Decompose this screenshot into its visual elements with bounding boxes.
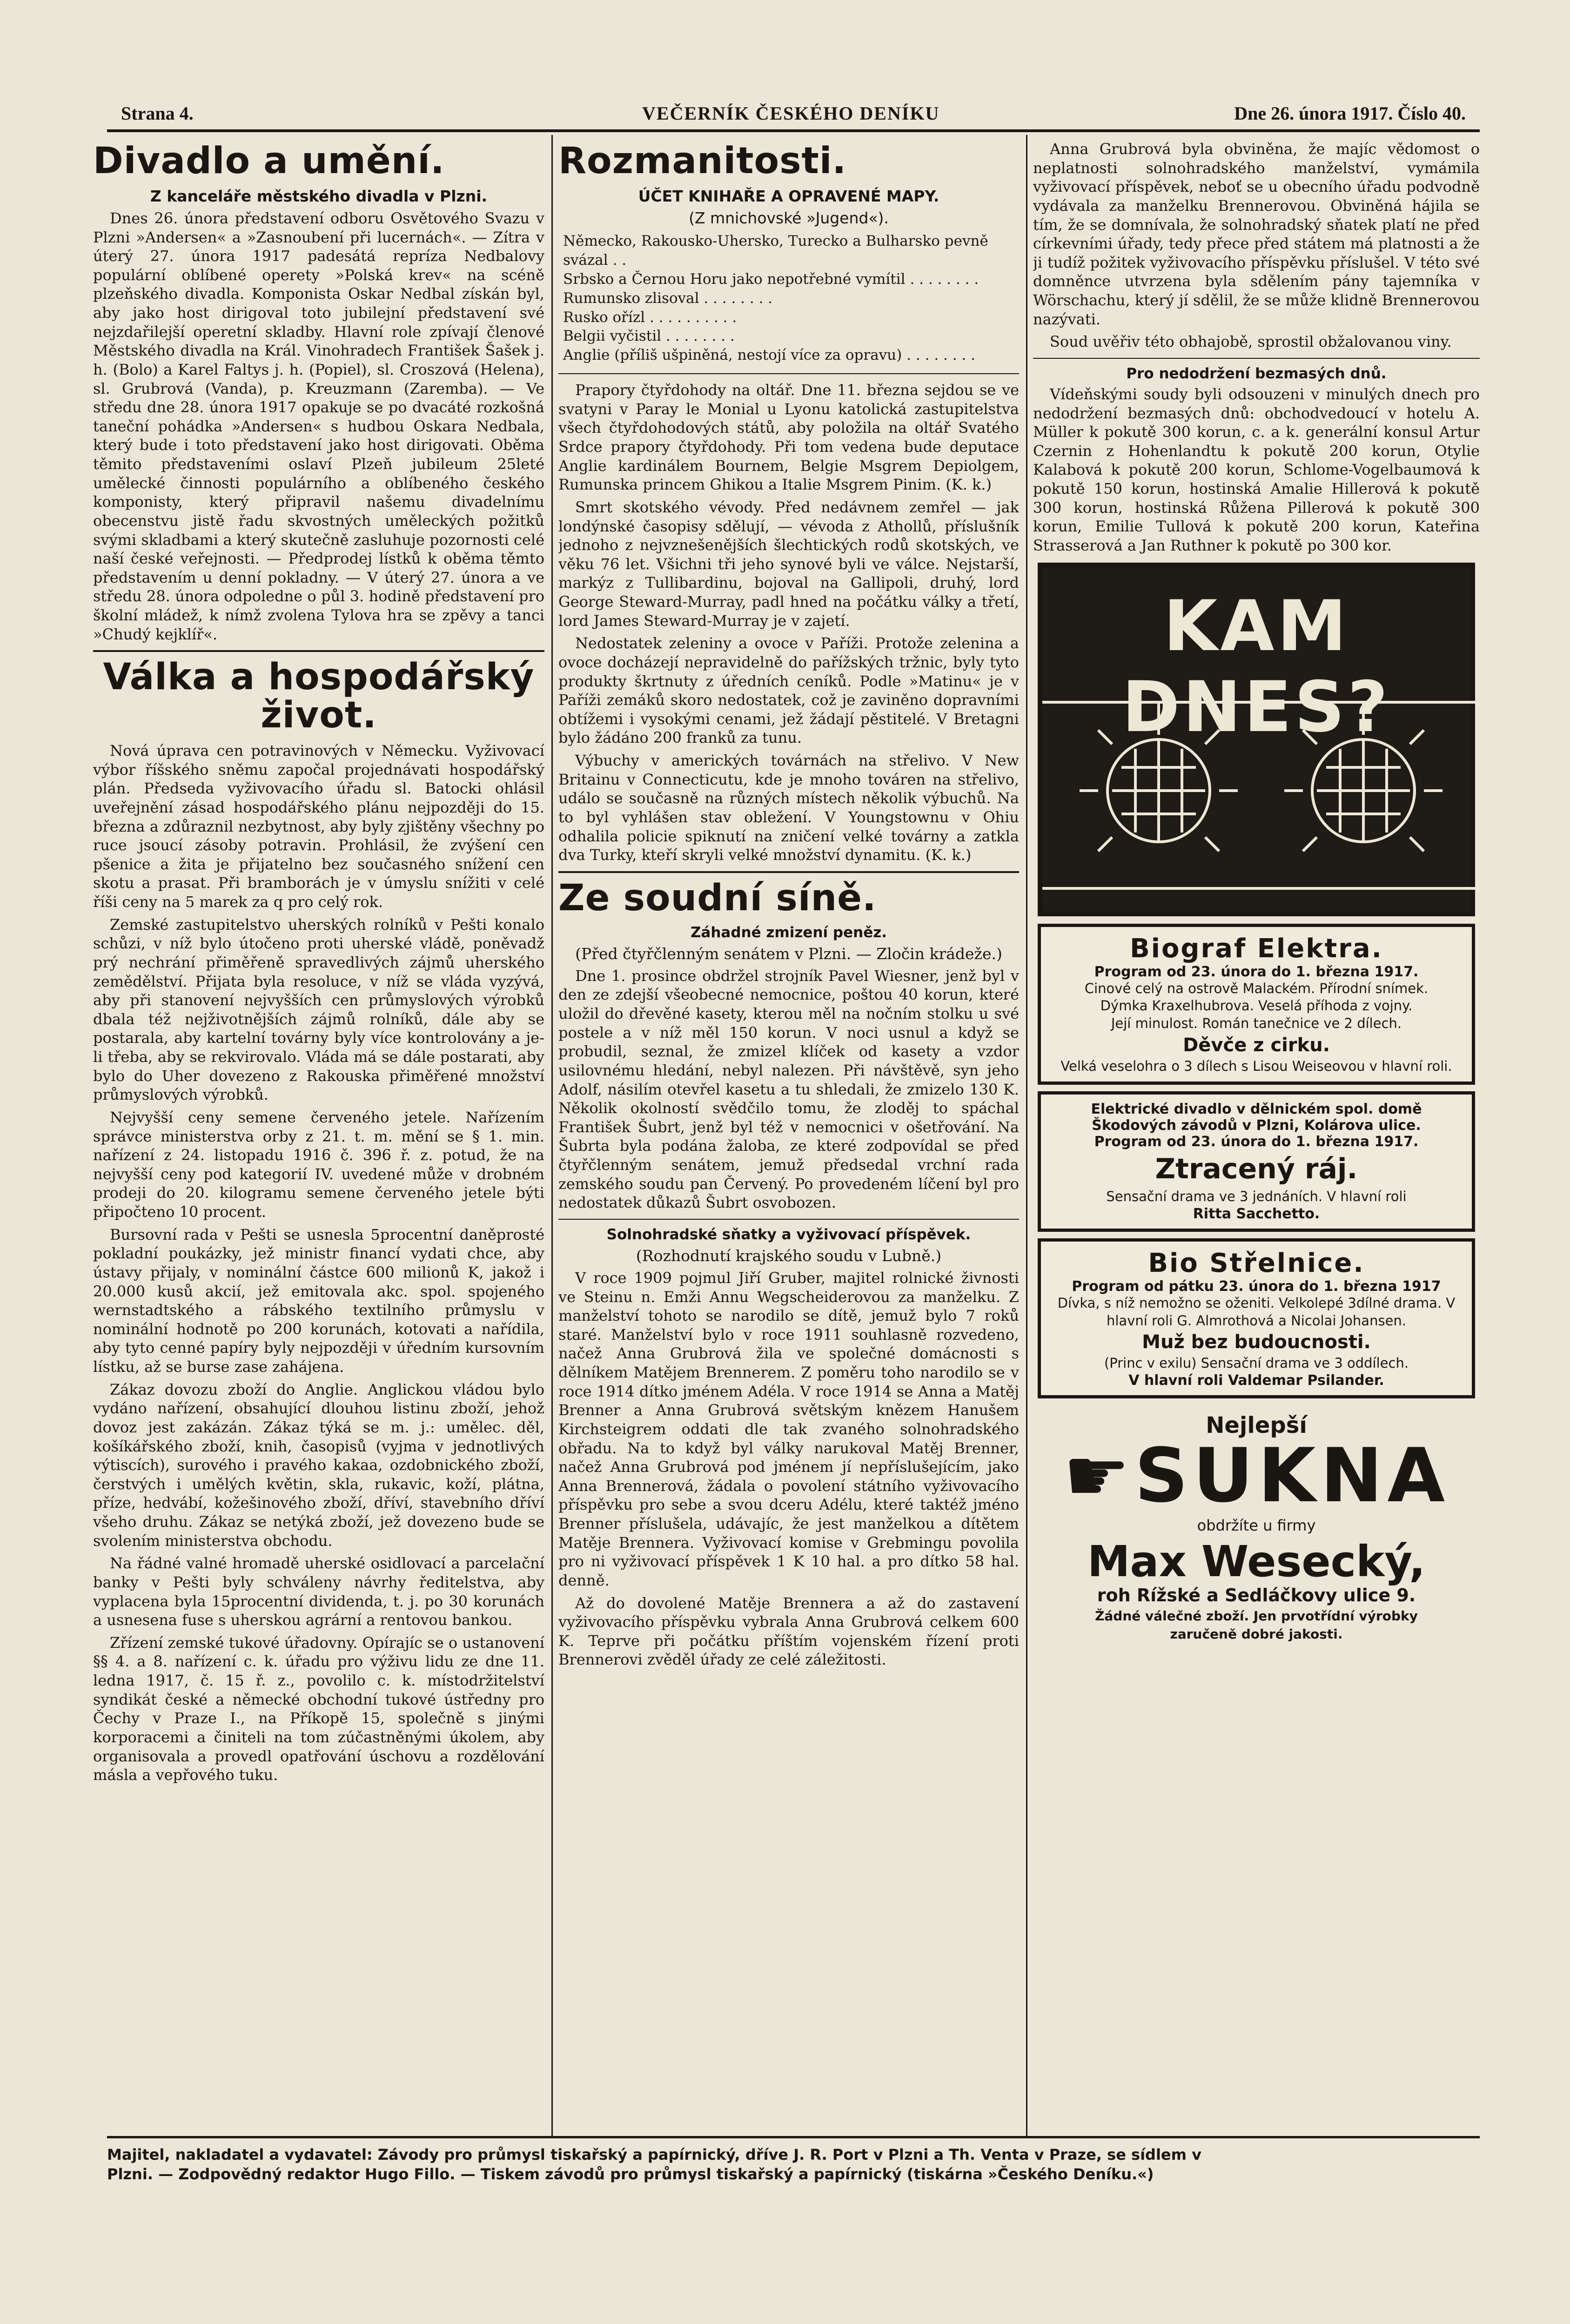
miscellany-subtitle: ÚČET KNIHAŘE A OPRAVENÉ MAPY. [638,187,939,205]
advert-headline-text: SUKNA [1134,1432,1450,1519]
article-paragraph: Zřízení zemské tukové úřadovny. Opírajíc se o ustanovení §§ 4. a 8. nařízení c. k. úřadu pro výživu lidu ze dne 11. ledna 1917, č. 15 ř. z., povolilo c. k. místodržitelství syndikát české a německé obchodní tukové ústředny pro Čechy v Praze I., na Příkopě 15, společně s jinými korporacemi a činiteli na tom zúčastněnými úkolem, aby organisovala a provedl opatřování úschovu a rozdělování másla a vepřového tuku. [93,1633,544,1784]
column-2 [558,140,1019,2131]
article-paragraph: Zemské zastupitelstvo uherských rolníků v Pešti konalo schůzi, v níž bylo útočeno proti uherské vládě, poněvadž prý nechrání přiměřeně spravedlivých zájmů uherského zemědělství. Přijata byla resoluce, v níž se vláda vyzývá, aby při stanovení nejvyšších cen průmyslových výrobků dbala též nejživotnějších zájmů rolníků, dále aby se postarala, aby kartelní továrny byly více kontrolovány a je-li třeba, aby se rekvirovalo. Vláda má se dále postarati, aby bylo do Uher dovezeno z Rakouska přiměřené množství průmyslových výrobků. [93,915,544,1104]
poem-line: Srbsko a Černou Horu jako nepotřebné vymítil . . . . . . . . [563,270,979,288]
program-item: Cinové celý na ostrově Malackém. Přírodní snímek. [1084,980,1429,996]
divider [1033,358,1480,359]
kam-dnes-advert [1038,563,1475,916]
court-section-title: Ze soudní síně. [558,877,877,919]
theatre-article: Dnes 26. února představení odboru Osvětového Svazu v Plzni »Andersen« a »Zasnoubení při lucernách«. — Zítra v úterý 27. února 1917 padesátá repríza Nedbalovy populární oblíbené operety »Polská krev« na scéně plzeňského divadla. Komponista Oskar Nedbal získán byl, aby jako host dirigoval toto jubilejní představení své nejzdařilejší operetní skladby. Hlavní role zpívají členové Městského divadla na Král. Vinohradech František Šašek j. h. (Bolo) a Karel Faltys j. h. (Popiel), sl. Croszová (Helena), sl. Grubrová (Vanda), p. Kreuzmann (Zaremba). — Ve středu dne 28. února 1917 opakuje se po dvacáté rozkošná taneční pohádka »Andersen« s hudbou Oskara Nedbala, který bude i toto představení jako host dirigovati. Oběma těmito představeními oslaví Plzeň jubileum 25leté umělecké činnosti populárního a oblíbeného českého komponisty, který připravil našemu divadelnímu obecenstvu jistě řadu skvostných uměleckých požitků svými skladbami a který skutečně zasluhuje pozornosti celé naší české veřejnosti. — Předprodej lístků k oběma těmto představením u denní pokladny. — V úterý 27. února a ve středu 28. února odpoledne o půl 3. hodině představení pro školní mládež, k nímž zvolena Tylova hra se zpěvy a tanci »Chudý kejklíř«. [93,209,544,643]
theatre-name: Elektrické divadlo v dělnickém spol. domě [1091,1101,1422,1118]
program-item: Sensační drama ve 3 jednáních. V hlavní roli [1106,1189,1407,1205]
article-paragraph: Prapory čtyřdohody na oltář. Dne 11. března sejdou se ve svatyni v Paray le Monial u Lyonu katolická zastupitelstva všech čtyřdohodových států, aby položila na oltář Svatého Srdce prapory čtyřdohody. Při tom vedena bude deputace Anglie kardinálem Bournem, Belgie Msgrem Depiolgem, Rumunska princem Ghikou a Italie Msgrem Pinim. (K. k.) [558,381,1019,494]
divider [93,650,544,652]
miscellany-section-title: Rozmanitosti. [558,140,847,182]
program-item: Velká veselohra o 3 dílech s Lisou Weiseovou v hlavní roli. [1060,1058,1452,1074]
advert-note: zaručeně dobré jakosti. [1170,1626,1343,1642]
program-item: Dýmka Kraxelhubrova. Veselá příhoda z vojny. [1100,998,1413,1014]
article-paragraph: Nejvyšší ceny semene červeného jetele. Nařízením správce ministerstva orby z 21. t. m. mění se § 1. min. nařízení z 24. listopadu 1916 č. 396 ř. z. potud, že na nejvyšší ceny pod kategorií IV. uvedené může v drobném prodeji do 20. kilogramu semene červeného jetele býti připočteno 10 procent. [93,1108,544,1221]
divider [558,871,1019,873]
page-number: Strana 4. [121,103,194,124]
paper-title: VEČERNÍK ČESKÉHO DENÍKU [642,103,940,124]
program-dates: Program od pátku 23. února do 1. března 1917 [1072,1278,1441,1295]
divider [558,373,1019,374]
column-divider [551,135,553,2136]
imprint-line: Majitel, nakladatel a vydavatel: Závody pro průmysl tiskařský a papírnický, dříve J. R. Port v Plzni a Th. Venta v Praze, se sídlem v [107,2146,1201,2163]
cinema-name: Biograf Elektra. [1130,933,1383,964]
poem-line: Německo, Rakousko-Uhersko, Turecko a Bulharsko pevně svázal . . [563,232,988,269]
column-divider [1026,135,1027,2136]
divider [558,1219,1019,1220]
feature-title: Děvče z cirku. [1183,1034,1330,1056]
biograf-elektra-advert [1038,924,1475,1085]
poem-line: Belgii vyčistil . . . . . . . . [563,328,735,345]
program-dates: Program od 23. února do 1. března 1917. [1094,1134,1419,1150]
feature-title: Muž bez budoucnosti. [1142,1331,1371,1353]
bookbinder-poem [558,232,1019,365]
firm-name: Max Wesecký, [1087,1537,1426,1586]
footer-rule [107,2136,1480,2138]
article-paragraph: Dne 1. prosince obdržel strojník Pavel Wiesner, jenž byl v den ze zdejší všeobecné nemocnice, poštou 40 korun, které uložil do dřevěné kasety, kterou měl na nočním stolku u své postele a v níž měl 150 korun. V noci usnul a když se probudil, seznal, že zmizel klíček od kasety a vzdor usilovnému hledání, nebyl nalezen. Při návštěvě, syn jeho Adolf, násilím otevřel kasetu a tu shledali, že zmizelo 130 K. Několik okolností svědčilo tomu, že zloděj to spáchal František Šubrt, jenž byl též v nemocnici v ošetřování. Na Šubrta byla podána žaloba, ze které zodpovídal se před čtyřčlenným senátem, jemuž předsedal vrchní rada zemského soudu pan Červený. Po provedeném líčení byl pro nedostatek důkazů Šubrt osvobozen. [558,967,1019,1212]
advert-kicker: Nejlepší [1206,1412,1307,1438]
page-header [93,98,1484,126]
miscellany-source: (Z mnichovské »Jugend«). [689,208,889,227]
program-item: (Princ v exilu) Sensační drama ve 3 oddílech. [1104,1355,1409,1371]
program-item: Její minulost. Román tanečnice ve 2 dílech. [1111,1015,1402,1031]
war-economy-section-title: Válka a hospodářský život. [103,656,535,737]
electric-theatre-advert [1038,1091,1475,1232]
newspaper-page [93,88,1484,2248]
lead-actor: V hlavní roli Valdemar Psilander. [1128,1372,1384,1389]
article-paragraph: Anna Grubrová byla obviněna, že majíc vědomost o neplatnosti solnohradského manželství, vymámila vyživovací příspěvek, neboť se u obecního úřadu podvodně vydávala za manželku Brennerovou. Obviněná hájila se tím, že se domnívala, že solnohradský sňatek platí ne před církevními úřady, tedy přece před státem má platnosti a že ji tudíž požitek vyživovacího příspěvku příslušel. V této své domněnce utvrzena byla sdělením pány tajemníka v Wörschachu, který jí sdělil, že se může klidně Brennerovou nazývati. [1033,140,1480,328]
poem-line: Rusko ořízl . . . . . . . . . . [563,309,737,326]
feature-title: Ztracený ráj. [1155,1153,1358,1186]
article-paragraph: Bursovní rada v Pešti se usnesla 5procentní daněprosté pokladní poukázky, jež ministr financí vydati chce, aby ústavy přijaly, v nominální částce 600 milionů K, jakož i 20.000 kusů akcií, jež emitovala akc. spol. spojeného wernstadtského a rábského textilního průmyslu v nominální hodnotě po 200 korunách, kotovati a nařídila, aby tyto cenné papíry byly nejpozději v úředním kursovním lístku, až se burse zase zahájena. [93,1225,544,1376]
article-paragraph: Vídeňskými soudy byli odsouzeni v minulých dnech pro nedodržení bezmasých dnů: obchodvedoucí v hotelu A. Müller k pokutě 300 korun, c. a k. generální konsul Artur Czernin z Hohenlandtu k pokutě 200 korun, Otylie Kalabová k pokutě 200 korun, Schlome-Vogelbaumová k pokutě 150 korun, hostinská Amalie Hillerová k pokutě 300 korun, hostinská Růžena Pillerová k pokutě 300 korun, Emilie Tullová k pokutě 200 korun, Kateřina Strasserová a Jan Ruthner k pokutě po 300 kor. [1033,385,1480,554]
lantern-illustration [1042,684,1480,907]
theatre-address: Škodových závodů v Plzni, Kolárova ulice. [1092,1117,1421,1134]
advert-headline [1033,1432,1480,1519]
article-title: Pro nedodržení bezmasých dnů. [1126,365,1387,382]
article-paragraph: Soud uvěřiv této obhajobě, sprostil obžalovanou viny. [1050,333,1452,351]
article-title: Záhadné zmizení peněz. [690,924,887,941]
imprint-line: Plzni. — Zodpovědný redaktor Hugo Fillo. — Tiskem závodů pro průmysl tiskařský a papírnický (tiskárna »Českého Deníku.«) [107,2165,1154,2183]
article-paragraph: Zákaz dovozu zboží do Anglie. Anglickou vládou bylo vydáno nařízení, obsahující dlouhou listinu zboží, jehož dovoz jest zakázán. Zákaz týká se m. j.: umělec. děl, košíkářského zboží, knih, časopisů (vyjma v jednotlivých výtiscích), surového i pravého kakaa, ozdobnického zboží, čerstvých i umělých květin, skla, rukavic, koží, plátna, příze, hedvábí, kožešinového zboží, dříví, stavebního dříví všeho druhu. Zákaz se netýká zboží, jež dovezeno bude se svolením ministerstva obchodu. [93,1380,544,1550]
theatre-subtitle: Z kanceláře městského divadla v Plzni. [150,187,488,205]
article-paragraph: Nová úprava cen potravinových v Německu. Vyživovací výbor říšského sněmu započal projednávati hospodářský plán. Předseda vyživovacího úřadu sl. Batocki ohlásil uveřejnění zásad hospodářského plánu nejpozději do 15. března a zdůraznil nezbytnost, aby byly zjištěny všechny po ruce jsoucí zásoby potravin. Prohlásil, že zvýšení cen pšenice a žita je přijatelno bez současného snížení cen skotu a prasat. Při bramborách je v úmyslu snížiti v celé říši ceny na 5 marek za q pro celý rok. [93,742,544,911]
bio-strelnice-advert [1038,1238,1475,1398]
program-item: Dívka, s níž nemožno se oženiti. Velkolepé 3dílné drama. V hlavní roli G. Almrothová a Nicolai Johansen. [1057,1295,1456,1329]
cinema-name: Bio Střelnice. [1148,1248,1365,1278]
article-paragraph: Až do dovolené Matěje Brennera a až do zastavení vyživovacího příspěvku vybrala Anna Grubrová celkem 600 K. Teprve při počátku příštím vojenském řízení proti Brennerovi zvěděl úřady ze celé záležitosti. [558,1594,1019,1669]
lead-actor: Ritta Sacchetto. [1193,1205,1320,1222]
column-3 [1033,140,1480,2131]
program-dates: Program od 23. února do 1. března 1917. [1094,963,1419,980]
article-paragraph: Smrt skotského vévody. Před nedávnem zemřel — jak londýnské časopisy sdělují, — vévoda z Athollů, příslušník jednoho z nejvznešenějších šlechtických rodů skotských, ve věku 76 let. Všichni tři jeho synové byli ve válce. Nejstarší, markýz z Tullibardinu, bojoval na Gallipoli, druhý, lord George Steward-Murray, padl hned na počátku války a třetí, lord James Steward-Murray je v zajetí. [558,498,1019,630]
poem-line: Anglie (příliš ušpiněná, nestojí více za opravu) . . . . . . . . [563,347,976,364]
column-1 [93,140,544,2131]
header-rule [107,129,1480,132]
article-subtitle: (Před čtyřčlenným senátem v Plzni. — Zločin krádeže.) [575,944,1002,963]
firm-address: roh Rížské a Sedláčkovy ulice 9. [1097,1585,1416,1606]
article-paragraph: Na řádné valné hromadě uherské osidlovací a parcelační banky v Pešti byly schváleny návrhy ředitelstva, aby vyplacena byla 15procentní dividenda, t. j. po 30 korunách a usnesena fuse s uherskou agrární a rentovou bankou. [93,1554,544,1629]
advert-text: obdržíte u firmy [1197,1517,1316,1534]
imprint-footer [107,2145,1475,2184]
theatre-section-title: Divadlo a umění. [93,140,445,182]
advert-note: Žádné válečné zboží. Jen prvotřídní výrobky [1095,1608,1418,1624]
poem-line: Rumunsko zlisoval . . . . . . . . [563,289,773,307]
article-paragraph: Výbuchy v amerických továrnách na střelivo. V New Britainu v Connecticutu, kde je mnoho továren na střelivo, událo se současně na různých místech několik výbuchů. Na to byl vyhlášen stav obležení. V Youngstownu v Ohiu odhalila policie spiknutí na zničení velké továrny a zatkla dva Turky, kteří skryli velké množství dynamitu. (K. k.) [558,752,1019,864]
issue-date: Dne 26. února 1917. Číslo 40. [1234,103,1466,124]
article-paragraph: V roce 1909 pojmul Jiří Gruber, majitel rolnické živnosti ve Steinu n. Emži Annu Wegscheiderovou za manželku. Z manželství tohoto se narodilo se dítě, jemuž bylo 7 roků staré. Manželství bylo v roce 1911 souhlasně rozvedeno, načež Anna Grubrová žila ve společné domácnosti s dělníkem Matějem Brennerem. Z poměru toho narodilo se v roce 1914 dítko jménem Adéla. V roce 1914 se Anna a Matěj Brenner a Anna Grubrová světským knězem Hanušem Kirchsteigrem oddati dle tak zvaného solnohradského obřadu. Na to když byl války narukoval Matěj Brenner, načež Anna Grubrová pod jménem jí nepříslušejícím, jako Anna Brennerová, žádala o povolení státního vyživovacího příspěvku pro sebe a svou dceru Adélu, které taktéž jméno Brenner příslušela, udávajíc, že jest manželkou a dítětem Matěje Brennera. Vyživovací komise v Grebmingu povolila pro ni vyživovací příspěvek 1 K 10 hal. a pro dítko 58 hal. denně. [558,1269,1019,1589]
article-title: Solnohradské sňatky a vyživovací příspěvek. [606,1226,971,1243]
pointing-hand-icon: ☛ [1063,1432,1135,1519]
kam-dnes-title: KAM DNES? [1122,585,1391,748]
article-paragraph: Nedostatek zeleniny a ovoce v Paříži. Protože zelenina a ovoce docházejí nepravidelně do pařížských tržnic, byly tyto produkty škrtnuty z úředních ceníků. Podle »Matinu« je v Paříži zemáků skoro nedostatek, což je zaviněno dopravními obtížemi i vysokými cenami, jež žádají pěstitelé. V Bretagni bylo žádáno 200 franků za tunu. [558,634,1019,747]
sukna-advert [1033,1412,1480,1642]
article-subtitle: (Rozhodnutí krajského soudu v Lubně.) [636,1246,942,1265]
